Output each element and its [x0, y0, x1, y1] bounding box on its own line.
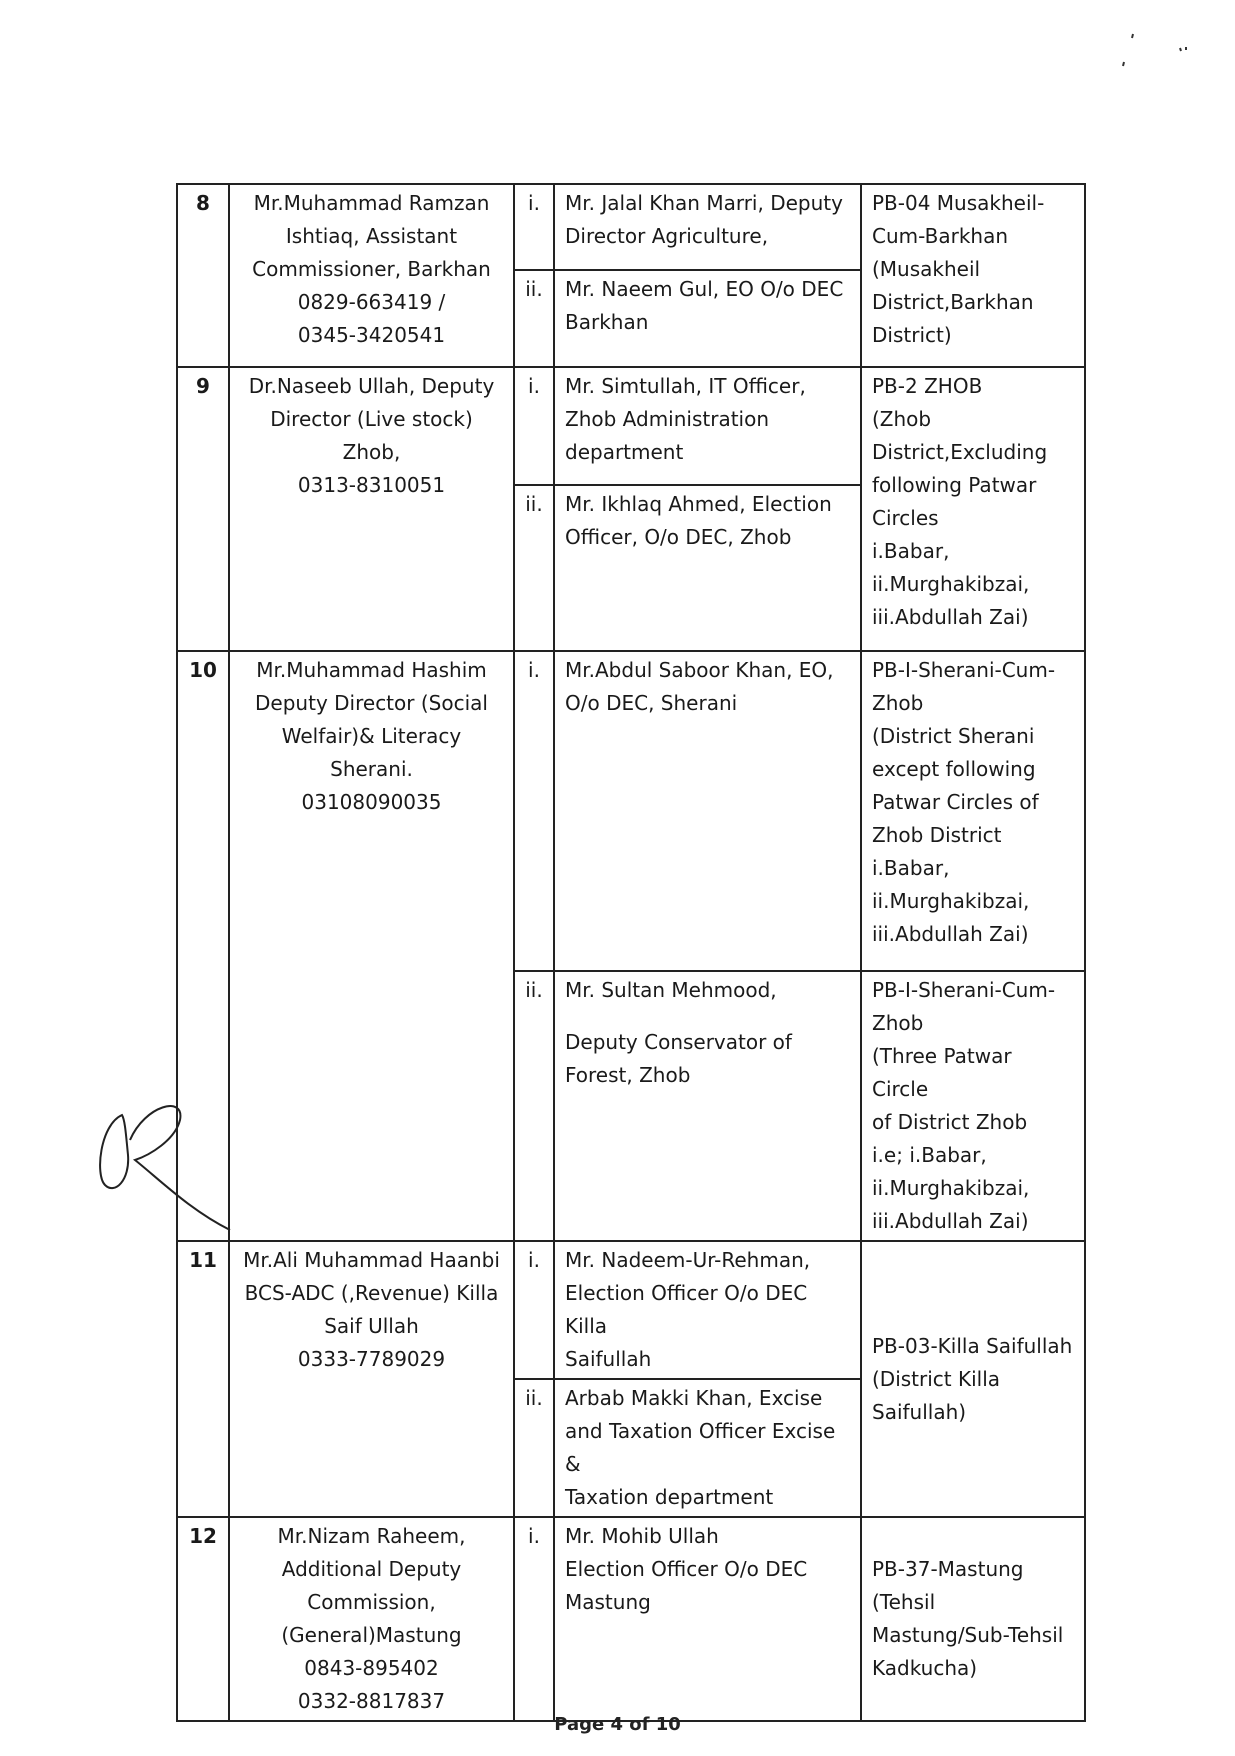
assignment-table [176, 183, 1086, 1722]
assistant-number: ii. [514, 1379, 554, 1517]
constituency-cell: PB-2 ZHOB (Zhob District,Excluding following Patwar Circles i.Babar, ii.Murghakibzai, iii.Abdullah Zai) [861, 367, 1085, 651]
table-row [177, 367, 1085, 485]
handwritten-initials-icon [90, 1085, 240, 1235]
table-row [177, 184, 1085, 270]
assistant-number: i. [514, 651, 554, 971]
serial-number: 11 [177, 1241, 229, 1517]
table-row [177, 1517, 1085, 1721]
table-row [177, 651, 1085, 971]
officer-cell: Mr.Muhammad Ramzan Ishtiaq, Assistant Commissioner, Barkhan 0829-663419 / 0345-3420541 [229, 184, 514, 367]
officer-cell: Mr.Ali Muhammad Haanbi BCS-ADC (,Revenue) Killa Saif Ullah 0333-7789029 [229, 1241, 514, 1517]
serial-number: 9 [177, 367, 229, 651]
constituency-cell: PB-37-Mastung (Tehsil Mastung/Sub-Tehsil Kadkucha) [861, 1517, 1085, 1721]
assistant-cell: Mr. Mohib Ullah Election Officer O/o DEC Mastung [554, 1517, 861, 1721]
assistant-cell: Mr. Simtullah, IT Officer, Zhob Administration department [554, 367, 861, 485]
assistant-cell: Mr. Jalal Khan Marri, Deputy Director Agriculture, [554, 184, 861, 270]
constituency-cell: PB-03-Killa Saifullah (District Killa Saifullah) [861, 1241, 1085, 1517]
page-number: Page 4 of 10 [554, 1714, 681, 1735]
constituency-cell: PB-I-Sherani-Cum- Zhob (Three Patwar Circle of District Zhob i.e; i.Babar, ii.Murghakibzai, iii.Abdullah Zai) [861, 971, 1085, 1241]
serial-number: 8 [177, 184, 229, 367]
assistant-number: ii. [514, 270, 554, 367]
constituency-cell: PB-I-Sherani-Cum- Zhob (District Sherani except following Patwar Circles of Zhob District i.Babar, ii.Murghakibzai, iii.Abdullah Zai) [861, 651, 1085, 971]
assistant-number: ii. [514, 971, 554, 1241]
assistant-number: ii. [514, 485, 554, 651]
assistant-cell: Mr. Nadeem-Ur-Rehman, Election Officer O/o DEC Killa Saifullah [554, 1241, 861, 1379]
serial-number: 10 [177, 651, 229, 1241]
assistant-cell: Mr.Abdul Saboor Khan, EO, O/o DEC, Sherani [554, 651, 861, 971]
scan-specks-icon [1110, 28, 1210, 78]
table-row [177, 1241, 1085, 1379]
constituency-cell: PB-04 Musakheil- Cum-Barkhan (Musakheil District,Barkhan District) [861, 184, 1085, 367]
officer-cell: Mr.Nizam Raheem, Additional Deputy Commission, (General)Mastung 0843-895402 0332-8817837 [229, 1517, 514, 1721]
assistant-cell: Mr. Ikhlaq Ahmed, Election Officer, O/o DEC, Zhob [554, 485, 861, 651]
assistant-number: i. [514, 367, 554, 485]
officer-cell: Dr.Naseeb Ullah, Deputy Director (Live stock) Zhob, 0313-8310051 [229, 367, 514, 651]
assistant-cell: Arbab Makki Khan, Excise and Taxation Officer Excise & Taxation department [554, 1379, 861, 1517]
assistant-number: i. [514, 184, 554, 270]
serial-number: 12 [177, 1517, 229, 1721]
officer-cell: Mr.Muhammad Hashim Deputy Director (Social Welfair)& Literacy Sherani. 03108090035 [229, 651, 514, 1241]
assistant-number: i. [514, 1241, 554, 1379]
assistant-cell: Mr. Sultan Mehmood, Deputy Conservator of Forest, Zhob [554, 971, 861, 1241]
assistant-number: i. [514, 1517, 554, 1721]
assistant-cell: Mr. Naeem Gul, EO O/o DEC Barkhan [554, 270, 861, 367]
